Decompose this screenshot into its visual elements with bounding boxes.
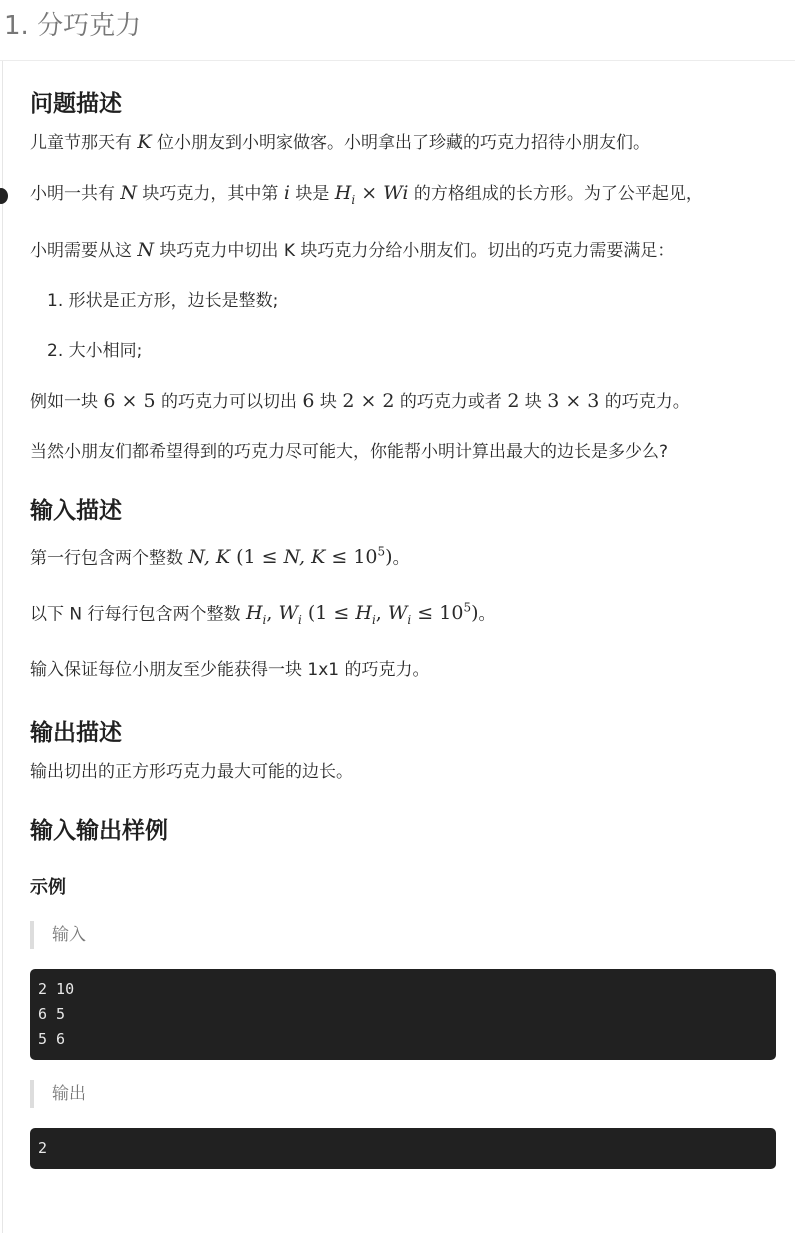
sample-output-code-block[interactable] [30,1128,776,1169]
list-item: 2. 大小相同; [47,340,143,361]
code-line: 5 6 [38,1030,66,1049]
output-label-quote: 输出 [30,1080,776,1108]
problem-paragraph-1: 儿童节那天有 K 位小朋友到小明家做客。小明拿出了珍藏的巧克力招待小朋友们。 [30,131,651,153]
sample-input-code-block[interactable] [30,969,776,1060]
problem-content [30,61,776,1169]
input-line-1: 第一行包含两个整数 N, K (1 ≤ N, $K \le 10^5$)。 [30,544,410,569]
requirements-list [30,288,776,364]
example-heading: 示例 [30,877,66,899]
problem-paragraph-3: 小明需要从这 N 块巧克力中切出 K 块巧克力分给小朋友们。切出的巧克力需要满足： [30,238,675,261]
problem-paragraph-5: 当然小朋友们都希望得到的巧克力尽可能大，你能帮小明计算出最大的边长是多少么? [30,441,669,462]
input-description-heading: 输入描述 [30,497,122,524]
list-item: 1. 形状是正方形，边长是整数; [47,290,279,311]
problem-paragraph-4: 例如一块 6 × 5 的巧克力可以切出 6 块 2 × 2 的巧克力或者 2 块 3 × 3 的巧克力。 [30,389,690,412]
code-line: 2 10 [38,980,75,999]
marker-dot-icon [0,188,8,204]
input-line-3: 输入保证每位小朋友至少能获得一块 1x1 的巧克力。 [30,660,430,681]
problem-paragraph-2: 小明一共有 N 块巧克力，其中第 i 块是 $H_i \times Wi$ 的方格组成的长方形。为了公平起见， [30,182,703,207]
sample-io-heading: 输入输出样例 [30,818,168,845]
content-left-border [2,61,3,1233]
output-description-heading: 输出描述 [30,720,122,747]
code-line: 6 5 [38,1005,66,1024]
problem-description-heading: 问题描述 [30,91,122,117]
input-label-quote: 输入 [30,921,776,949]
output-line-1: 输出切出的正方形巧克力最大可能的边长。 [30,762,353,783]
code-line: 2 [38,1139,48,1158]
page-title: 1. 分巧克力 [4,11,142,41]
input-line-2: 以下 N 行每行包含两个整数 $H_i$, $W_i$ ($1 \le H_i$, $W_i \le 10^5$)。 [30,601,496,628]
